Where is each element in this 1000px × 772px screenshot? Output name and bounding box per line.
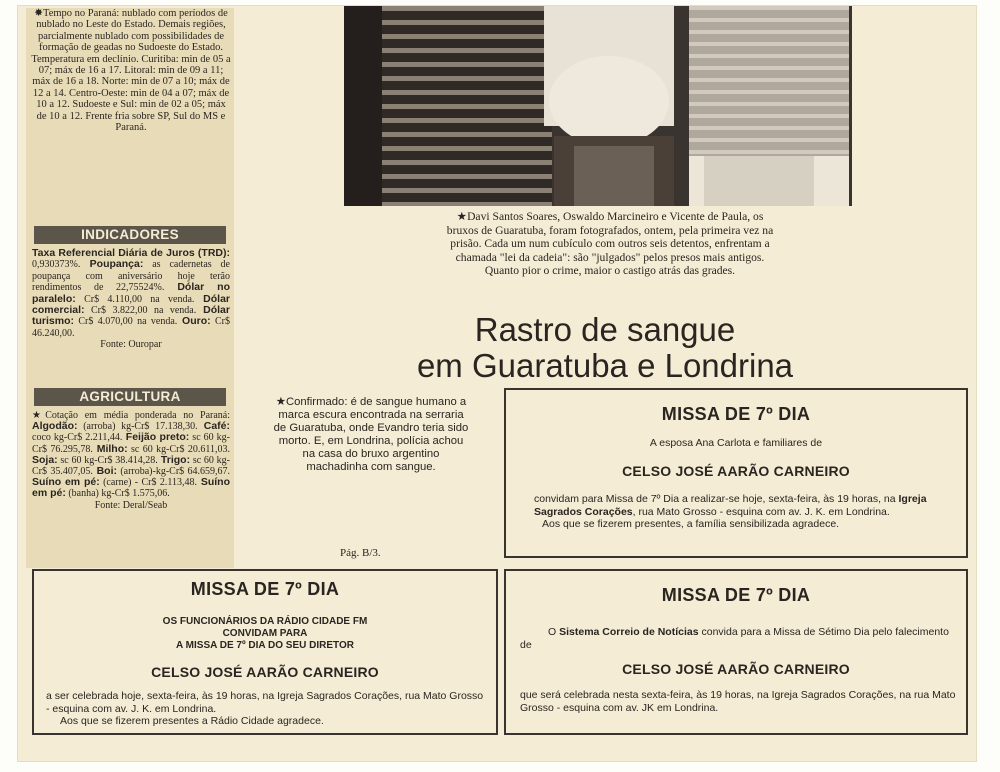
missa-title: MISSA DE 7º DIA xyxy=(661,585,811,605)
agri-intro: Cotação em média ponderada no Paraná: xyxy=(45,410,231,421)
poupanca-label: Poupança: xyxy=(80,258,144,271)
photo-illustration xyxy=(344,6,852,206)
ouro-label: Ouro: xyxy=(177,315,211,328)
trd-label: Taxa Referencial Diária de Juros (TRD): xyxy=(32,247,230,259)
suino-banha-label: Suíno em pé: xyxy=(32,476,230,500)
agricultura-source: Fonte: Deral/Seab xyxy=(94,499,168,511)
missa-org: Sistema Correio de Notícias xyxy=(559,626,699,638)
missa-body-a: convidam para Missa de 7º Dia a realizar-se hoje, sexta-feira, às 19 horas, na xyxy=(534,493,899,505)
suino-carne-value: (carne) - Cr$ 2.113,48. xyxy=(99,477,198,489)
missa-body-b: , rua Mato Grosso - esquina com av. J. K. em Londrina. xyxy=(632,505,890,518)
missa-body-text: a ser celebrada hoje, sexta-feira, às 19 horas, na Igreja Sagrados Corações, rua Mato Grosso - esquina com av. J. K. em Londrina. xyxy=(46,690,484,715)
cafe-label: Café: xyxy=(197,420,230,433)
missa-body-intro xyxy=(520,626,956,651)
missa-title: MISSA DE 7º DIA xyxy=(190,579,340,599)
agricultura-header: AGRICULTURA xyxy=(34,388,226,406)
missa-body-b: convida para a Missa de Sétimo Dia pelo falecimento de xyxy=(520,626,949,651)
ouro-value: Cr$ 46.240,00. xyxy=(32,316,230,339)
soja-label: Soja: xyxy=(32,453,58,466)
missa-line-3: A MISSA DE 7º DIA DO SEU DIRETOR xyxy=(176,640,354,651)
missa-notice-family xyxy=(504,388,968,558)
indicadores-section xyxy=(32,248,230,351)
soja-value: sc 60 kg-Cr$ 38.414,28. xyxy=(57,454,158,466)
missa-deceased-name: CELSO JOSÉ AARÃO CARNEIRO xyxy=(622,463,850,479)
feijao-label: Feijão preto: xyxy=(122,431,190,444)
missa-line-1: OS FUNCIONÁRIOS DA RÁDIO CIDADE FM xyxy=(162,616,368,627)
missa-intro: A esposa Ana Carlota e familiares de xyxy=(649,437,823,449)
suino-banha-value: (banha) kg-Cr$ 1.575,06. xyxy=(65,488,170,500)
feijao-value: sc 60 kg-Cr$ 76.295,78. xyxy=(32,432,230,455)
milho-label: Milho: xyxy=(92,442,128,455)
weather-report xyxy=(30,8,232,133)
photo-caption xyxy=(440,210,780,278)
caption-text: Davi Santos Soares, Oswaldo Marcineiro e Vicente de Paula, os bruxos de Guaratuba, foram fotografados, ontem, pela primeira vez na prisão. Cada um num cubículo com outros seis detentos, enfrentam a chamada "lei da cadeia": são "julgados" pelos presos mais antigos. Quanto pior o crime, maior o castigo atrás das grades. xyxy=(446,210,774,278)
milho-value: sc 60 kg-Cr$ 20.611,03. xyxy=(127,443,230,455)
missa-line-2: CONVIDAM PARA xyxy=(222,628,308,639)
headline-line-2: em Guaratuba e Londrina xyxy=(416,347,794,384)
boi-label: Boi: xyxy=(92,465,117,478)
dolar-comercial-value: Cr$ 3.822,00 na venda. xyxy=(84,305,197,317)
algodao-label: Algodão: xyxy=(32,420,78,433)
missa-body-a: O xyxy=(548,626,560,638)
suino-carne-label: Suíno em pé: xyxy=(32,476,100,489)
page-reference: Pág. B/3. xyxy=(340,547,381,559)
missa-church: Igreja Sagrados Corações xyxy=(534,493,927,518)
weather-text: Tempo no Paraná: nublado com períodos de nublado no Leste do Estado. Demais regiões, parcialmente nublado com possibilidades de formação de geadas no Sudoeste do Estado. Temperatura em declínio. Curitiba: min de 05 a 07; máx de 16 a 17. Litoral: min de 09 a 11; máx de 16 a 18. Norte: min de 07 a 10; máx de 12 a 14. Centro-Oeste: min de 04 a 07; máx de 10 a 12. Sudoeste e Sul: min de 02 a 05; máx de 10 a 12. Frente fria sobre SP, Sul do MS e Paraná. xyxy=(31,8,231,134)
missa-title: MISSA DE 7º DIA xyxy=(661,404,811,424)
dolar-turismo-label: Dólar turismo: xyxy=(32,304,230,328)
dolar-turismo-value: Cr$ 4.070,00 na venda. xyxy=(74,316,178,328)
confirmado-blurb xyxy=(272,396,470,474)
bullet-icon: ★ xyxy=(456,210,468,223)
prisoners-photo xyxy=(344,6,852,206)
bullet-icon: ★ xyxy=(275,396,286,408)
missa-notice-correio xyxy=(504,569,968,735)
indicadores-source: Fonte: Ouropar xyxy=(100,339,162,351)
trd-value: 0,930373%. xyxy=(32,259,81,271)
boi-value: (arroba)-kg-Cr$ 64.659,67. xyxy=(116,466,230,478)
missa-closing: Aos que se fizerem presentes, a família sensibilizada agradece. xyxy=(542,518,840,530)
missa-notice-radio xyxy=(32,569,498,735)
missa-deceased-name: CELSO JOSÉ AARÃO CARNEIRO xyxy=(622,661,850,677)
dolar-comercial-label: Dólar comercial: xyxy=(32,292,230,317)
indicadores-header: INDICADORES xyxy=(34,226,226,244)
missa-body xyxy=(534,493,958,531)
bullet-icon: ★ xyxy=(32,410,46,421)
bullet-icon: ✸ xyxy=(34,8,44,19)
trigo-value: sc 60 kg-Cr$ 35.407,05. xyxy=(32,454,230,478)
missa-body xyxy=(46,690,488,728)
confirmado-text: Confirmado: é de sangue humano a marca escura encontrada na serraria de Guaratuba, onde Evandro teria sido morto. E, em Londrina, polícia achou na casa do bruxo argentino machadinha com sangue. xyxy=(273,396,469,473)
headline-line-1: Rastro de sangue xyxy=(474,311,736,348)
main-headline xyxy=(370,312,840,384)
missa-deceased-name: CELSO JOSÉ AARÃO CARNEIRO xyxy=(151,664,379,680)
algodao-value: (arroba) kg-Cr$ 17.138,30. xyxy=(77,421,198,433)
missa-closing: Aos que se fizerem presentes a Rádio Cidade agradece. xyxy=(60,715,324,727)
missa-body: que será celebrada nesta sexta-feira, às 19 horas, na Igreja Sagrados Corações, na rua Mato Grosso - esquina com av. JK em Londrina. xyxy=(520,689,956,714)
cafe-value: coco kg-Cr$ 2.211,44. xyxy=(32,432,123,444)
trigo-label: Trigo: xyxy=(157,453,191,466)
dolar-paralelo-value: Cr$ 4.110,00 na venda. xyxy=(75,293,195,305)
dolar-paralelo-label: Dólar no paralelo: xyxy=(32,281,230,305)
poupanca-value: as cadernetas de poupança com aniversário hoje terão rendimentos de 22,75524%. xyxy=(32,259,230,294)
agricultura-section xyxy=(32,410,230,511)
